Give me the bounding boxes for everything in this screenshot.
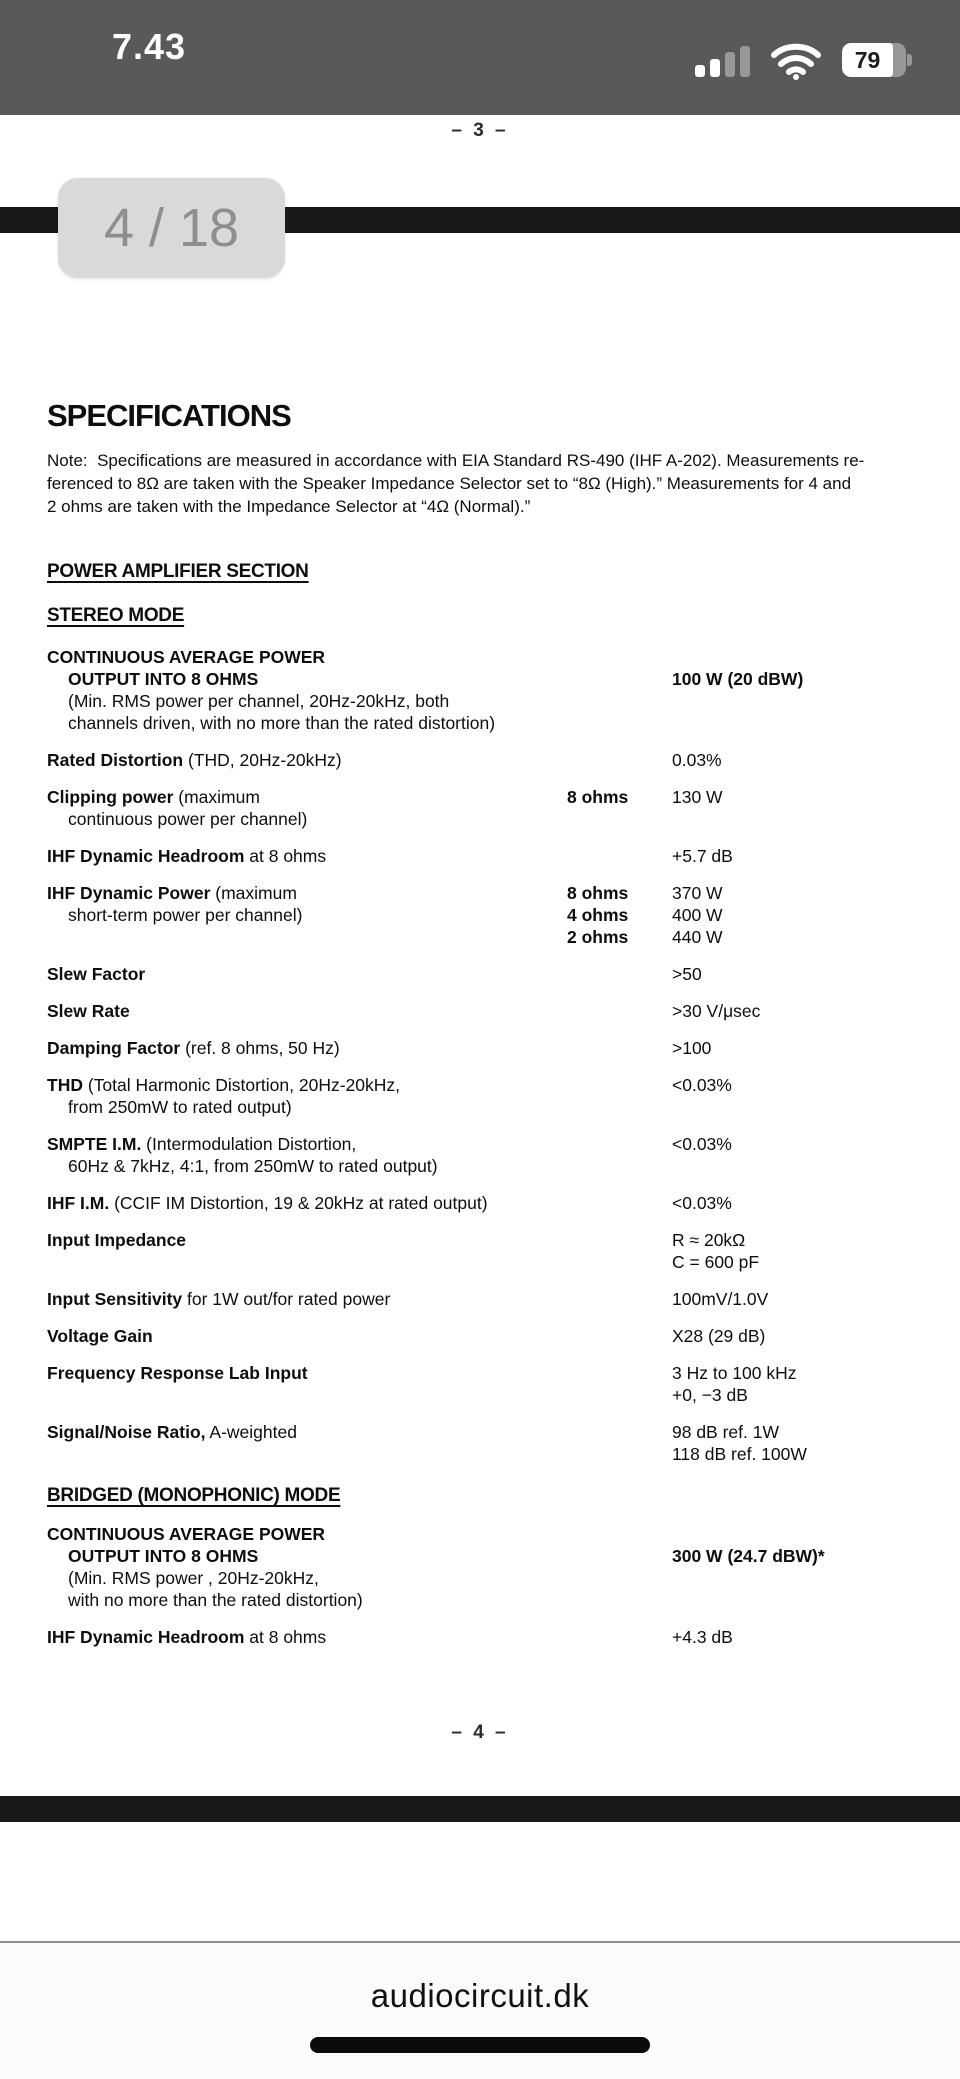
note-line: Note: Specifications are measured in accordance with EIA Standard RS-490 (IHF A-202). Measurements re-: [47, 451, 865, 470]
spec-value: 118 dB ref. 100W: [672, 1444, 807, 1464]
spec-load-impedance: [567, 963, 672, 985]
battery-percent: 79: [842, 43, 893, 77]
spec-value: 3 Hz to 100 kHz: [672, 1363, 797, 1383]
page-indicator-badge: 4 / 18: [58, 178, 285, 278]
cellular-signal-icon: [695, 43, 750, 77]
spec-load-impedance: [567, 1384, 672, 1406]
spec-load-impedance: [567, 1074, 672, 1096]
spec-note: [47, 449, 930, 518]
section-heading-power-amplifier: POWER AMPLIFIER SECTION: [47, 561, 309, 582]
spec-label: OUTPUT INTO 8 OHMS: [68, 669, 259, 689]
spec-load-impedance: [567, 690, 672, 712]
spec-load-impedance: 2 ohms: [567, 927, 629, 947]
spec-row: [47, 963, 930, 985]
spec-value: [672, 690, 930, 712]
spec-label: channels driven, with no more than the rated distortion): [68, 713, 496, 733]
spec-load-impedance: [567, 749, 672, 771]
spec-label: Input Sensitivity for 1W out/for rated power: [47, 1289, 391, 1309]
spec-row: [47, 786, 930, 830]
spec-value: 400 W: [672, 905, 723, 925]
spec-load-impedance: [567, 1192, 672, 1214]
spec-label: Frequency Response Lab Input: [47, 1363, 308, 1383]
spec-value: C = 600 pF: [672, 1252, 760, 1272]
section-heading-stereo-mode: STEREO MODE: [47, 605, 185, 626]
spec-value: <0.03%: [672, 1193, 732, 1213]
spec-label: IHF Dynamic Headroom at 8 ohms: [47, 846, 327, 866]
stereo-mode-spec-table: [47, 646, 930, 1465]
spec-value: R ≈ 20kΩ: [672, 1230, 746, 1250]
spec-load-impedance: 8 ohms: [567, 883, 629, 903]
spec-load-impedance: [567, 1229, 672, 1251]
spec-row: [47, 646, 930, 734]
spec-label: IHF Dynamic Power (maximum: [47, 883, 297, 903]
spec-value: [672, 808, 930, 830]
spec-load-impedance: [567, 1545, 672, 1567]
spec-label: [47, 1443, 567, 1465]
spec-value: +4.3 dB: [672, 1627, 733, 1647]
spec-row: [47, 1626, 930, 1648]
spec-load-impedance: [567, 1000, 672, 1022]
spec-load-impedance: [567, 808, 672, 830]
spec-load-impedance: [567, 1567, 672, 1589]
page-number-marker-4: – 4 –: [451, 1722, 509, 1743]
spec-value: [672, 1096, 930, 1118]
spec-row: [47, 1133, 930, 1177]
pdf-page: [0, 233, 960, 1663]
spec-row: [47, 1192, 930, 1214]
spec-load-impedance: [567, 646, 672, 668]
spec-value: >30 V/μsec: [672, 1001, 761, 1021]
spec-load-impedance: [567, 1589, 672, 1611]
spec-label: short-term power per channel): [68, 905, 303, 925]
spec-load-impedance: [567, 1133, 672, 1155]
spec-value: [672, 712, 930, 734]
spec-label: IHF Dynamic Headroom at 8 ohms: [47, 1627, 327, 1647]
spec-load-impedance: [567, 1626, 672, 1648]
note-line: 2 ohms are taken with the Impedance Selector at “4Ω (Normal).”: [47, 497, 531, 516]
spec-label: THD (Total Harmonic Distortion, 20Hz-20kHz,: [47, 1075, 401, 1095]
wifi-icon: [770, 40, 822, 80]
spec-load-impedance: [567, 1523, 672, 1545]
battery-icon: [842, 43, 912, 77]
spec-label: IHF I.M. (CCIF IM Distortion, 19 & 20kHz at rated output): [47, 1193, 488, 1213]
spec-load-impedance: 4 ohms: [567, 905, 629, 925]
spec-value: +5.7 dB: [672, 846, 733, 866]
spec-value: 370 W: [672, 883, 723, 903]
spec-value: 98 dB ref. 1W: [672, 1422, 779, 1442]
spec-label: continuous power per channel): [68, 809, 308, 829]
spec-value: 100mV/1.0V: [672, 1289, 769, 1309]
spec-value: 0.03%: [672, 750, 722, 770]
note-line: ferenced to 8Ω are taken with the Speaker Impedance Selector set to “8Ω (High).” Measurements for 4 and: [47, 474, 852, 493]
spec-row: [47, 749, 930, 771]
spec-label: Slew Factor: [47, 964, 146, 984]
spec-row: [47, 1037, 930, 1059]
spec-label: [47, 926, 567, 948]
spec-value: 300 W (24.7 dBW)*: [672, 1546, 825, 1566]
spec-row: [47, 1288, 930, 1310]
spec-value: [672, 1523, 930, 1545]
spec-load-impedance: [567, 1362, 672, 1384]
spec-load-impedance: [567, 668, 672, 690]
spec-label: Damping Factor (ref. 8 ohms, 50 Hz): [47, 1038, 340, 1058]
spec-value: 130 W: [672, 787, 723, 807]
spec-label: SMPTE I.M. (Intermodulation Distortion,: [47, 1134, 357, 1154]
spec-load-impedance: [567, 1443, 672, 1465]
spec-row: [47, 1229, 930, 1273]
spec-value: <0.03%: [672, 1075, 732, 1095]
spec-label: (Min. RMS power per channel, 20Hz-20kHz, both: [68, 691, 450, 711]
spec-load-impedance: [567, 1325, 672, 1347]
browser-footer: [0, 1941, 960, 2079]
spec-load-impedance: [567, 845, 672, 867]
spec-row: [47, 1523, 930, 1611]
spec-row: [47, 1325, 930, 1347]
site-name: audiocircuit.dk: [370, 1977, 590, 2014]
spec-label: OUTPUT INTO 8 OHMS: [68, 1546, 259, 1566]
spec-value: 100 W (20 dBW): [672, 669, 804, 689]
spec-load-impedance: [567, 712, 672, 734]
spec-value: >50: [672, 964, 702, 984]
spec-row: [47, 1362, 930, 1406]
clock: 7.43: [112, 26, 187, 67]
spec-value: [672, 1567, 930, 1589]
home-indicator[interactable]: [310, 2037, 650, 2053]
spec-label: with no more than the rated distortion): [68, 1590, 363, 1610]
spec-load-impedance: [567, 1288, 672, 1310]
spec-value: +0, −3 dB: [672, 1385, 748, 1405]
spec-label: CONTINUOUS AVERAGE POWER: [47, 647, 326, 667]
spec-load-impedance: [567, 1421, 672, 1443]
spec-label: Signal/Noise Ratio, A-weighted: [47, 1422, 297, 1442]
page-number-marker-3: – 3 –: [451, 120, 509, 141]
section-heading-bridged-mode: BRIDGED (MONOPHONIC) MODE: [47, 1485, 341, 1506]
spec-label: 60Hz & 7kHz, 4:1, from 250mW to rated output): [68, 1156, 438, 1176]
spec-load-impedance: [567, 1251, 672, 1273]
spec-value: >100: [672, 1038, 712, 1058]
spec-value: [672, 1155, 930, 1177]
spec-label: Rated Distortion (THD, 20Hz-20kHz): [47, 750, 342, 770]
spec-value: 440 W: [672, 927, 723, 947]
spec-label: Clipping power (maximum: [47, 787, 260, 807]
spec-label: [47, 1251, 567, 1273]
battery-cap: [907, 54, 912, 66]
spec-label: CONTINUOUS AVERAGE POWER: [47, 1524, 326, 1544]
spec-row: [47, 882, 930, 948]
spec-load-impedance: [567, 1096, 672, 1118]
page-separator-bar: [0, 1796, 960, 1822]
spec-label: [47, 1384, 567, 1406]
spec-row: [47, 1074, 930, 1118]
status-icons: [695, 40, 912, 80]
page-title: SPECIFICATIONS: [47, 398, 291, 433]
spec-row: [47, 1000, 930, 1022]
spec-load-impedance: [567, 1155, 672, 1177]
bridged-mode-spec-table: [47, 1523, 930, 1648]
spec-label: Input Impedance: [47, 1230, 187, 1250]
spec-value: <0.03%: [672, 1134, 732, 1154]
status-bar: [0, 0, 960, 115]
spec-row: [47, 845, 930, 867]
spec-label: (Min. RMS power , 20Hz-20kHz,: [68, 1568, 319, 1588]
spec-row: [47, 1421, 930, 1465]
spec-value: [672, 646, 930, 668]
spec-label: from 250mW to rated output): [68, 1097, 292, 1117]
spec-load-impedance: [567, 1037, 672, 1059]
spec-value: [672, 1589, 930, 1611]
spec-label: Voltage Gain: [47, 1326, 153, 1346]
spec-load-impedance: 8 ohms: [567, 787, 629, 807]
spec-label: Slew Rate: [47, 1001, 130, 1021]
spec-value: X28 (29 dB): [672, 1326, 766, 1346]
